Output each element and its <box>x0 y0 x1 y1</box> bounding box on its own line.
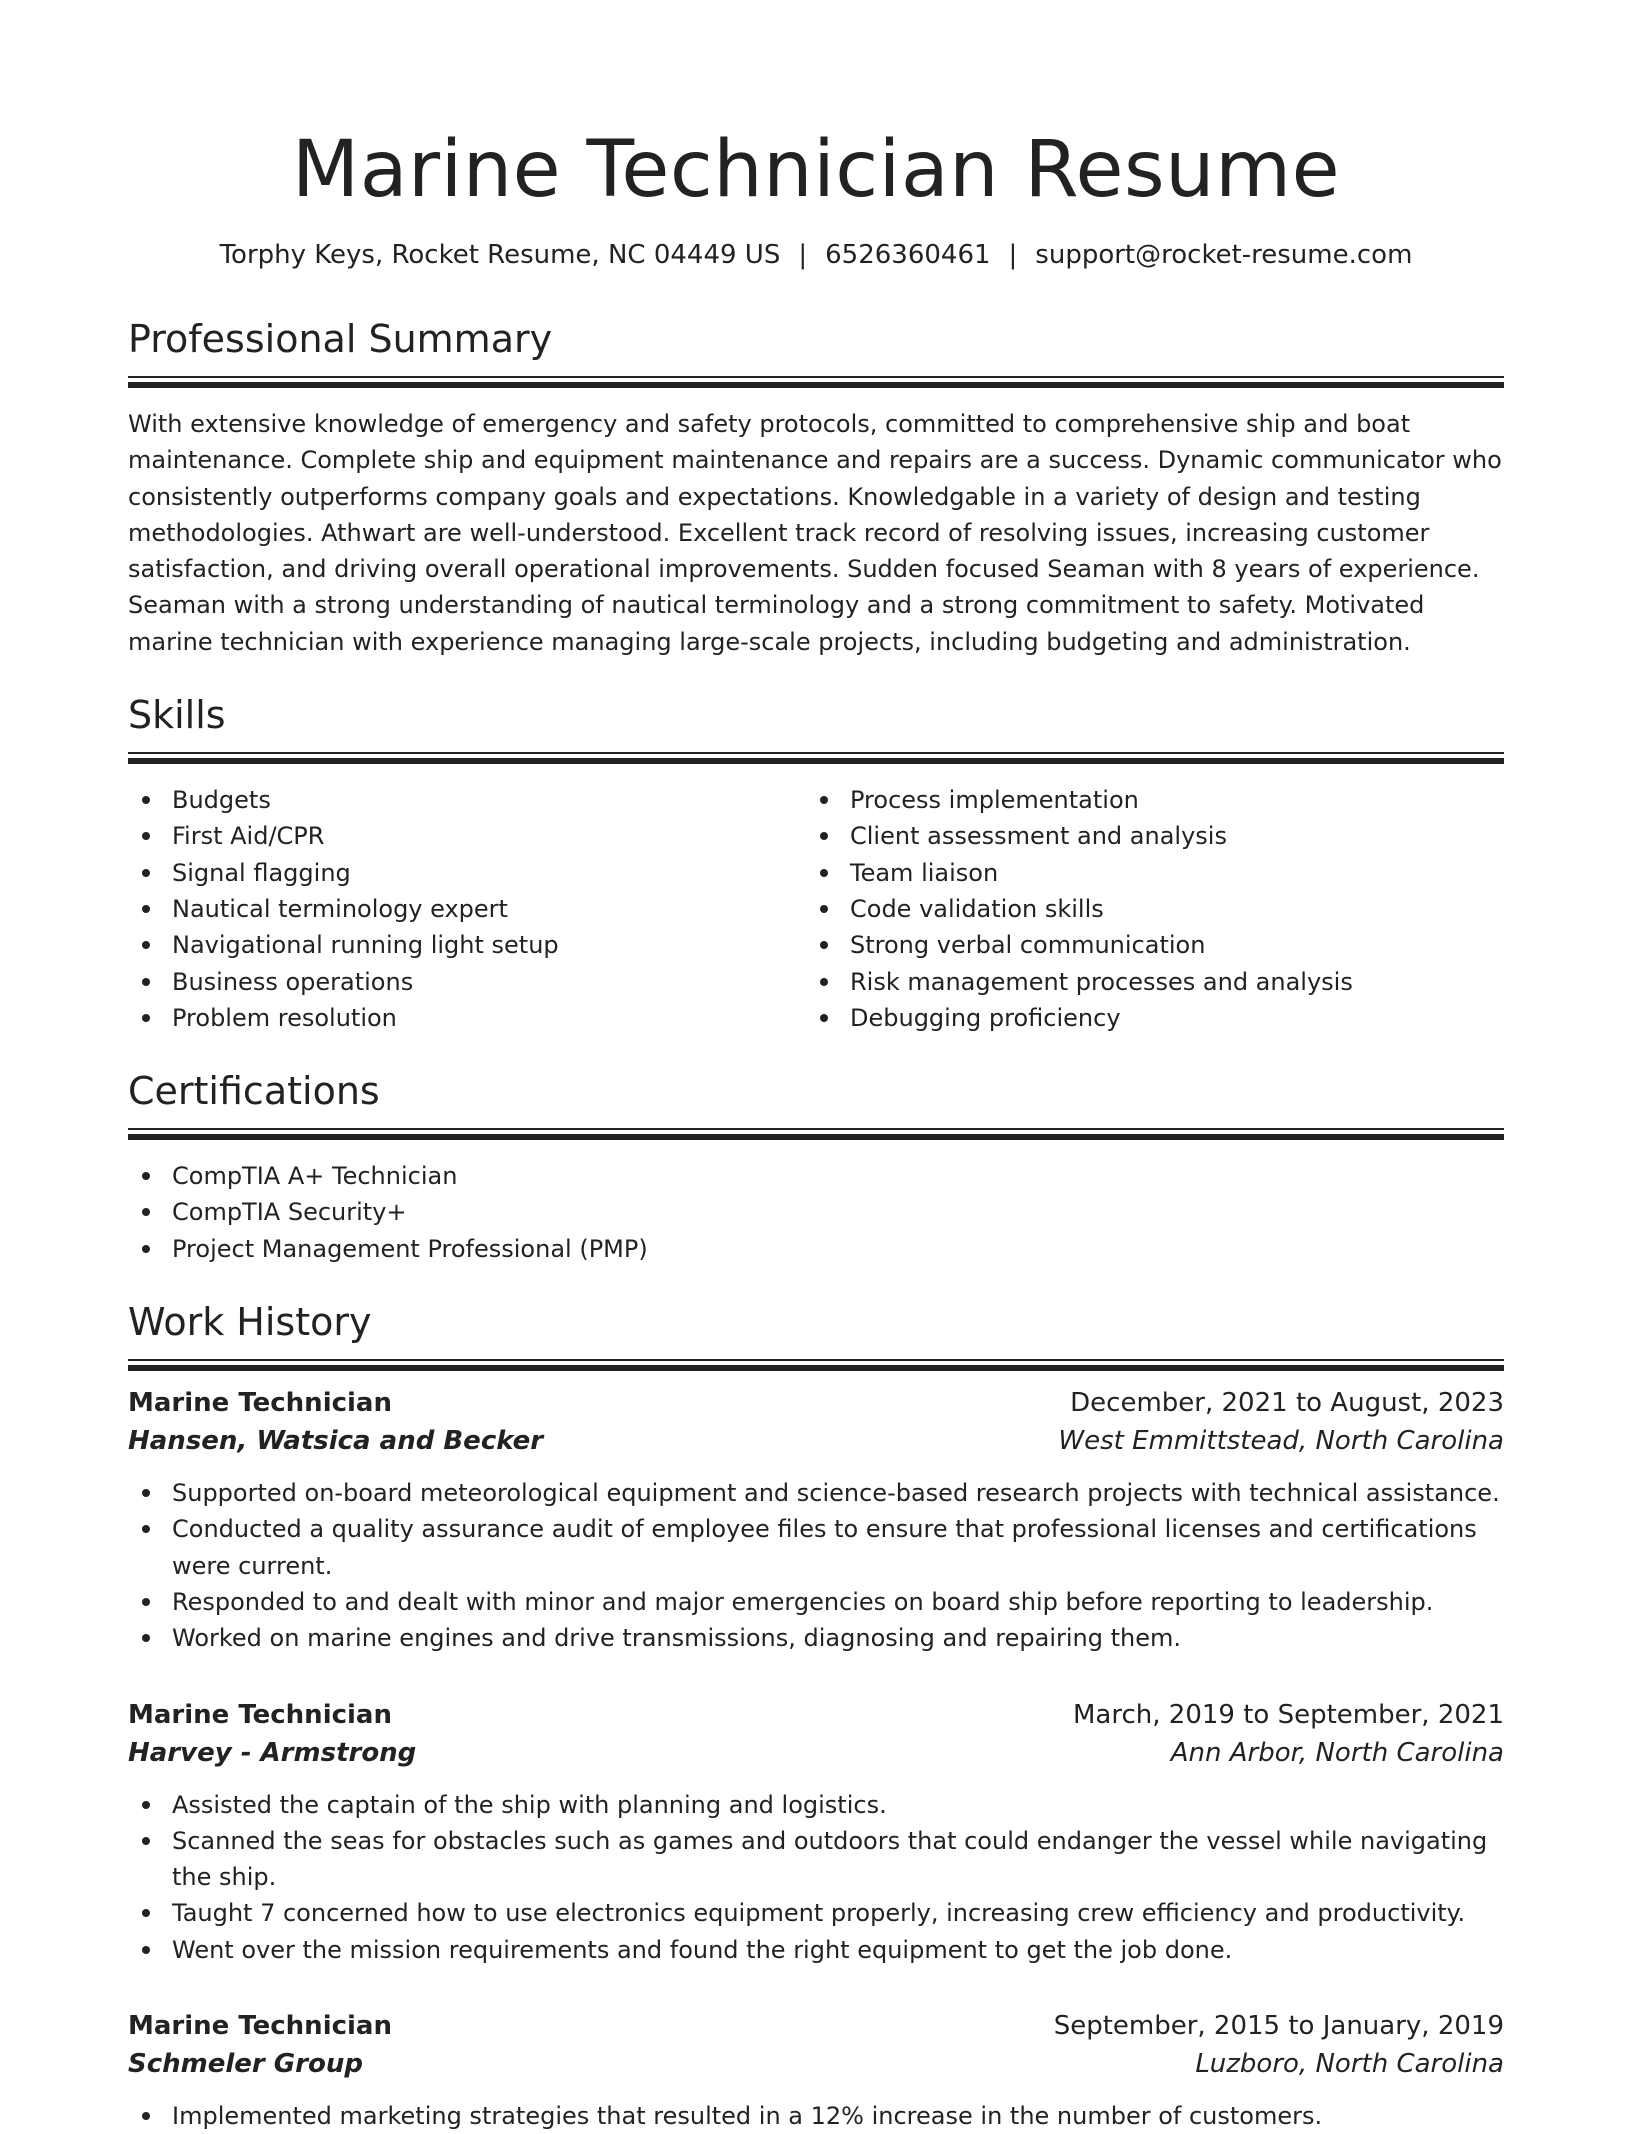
skills-section <box>128 692 1504 1036</box>
job-location: Ann Arbor, North Carolina <box>1170 1737 1504 1768</box>
skill-item: First Aid/CPR <box>128 818 806 854</box>
skill-item: Signal flagging <box>128 855 806 891</box>
bullet-icon <box>820 869 828 877</box>
resume-page <box>128 0 1504 2134</box>
bullet-icon <box>142 2112 150 2120</box>
job-duty: Worked on marine engines and drive transmissions, diagnosing and repairing them. <box>128 1620 1504 1656</box>
bullet-icon <box>142 1525 150 1533</box>
work-history-section <box>128 1299 1504 2134</box>
bullet-icon <box>820 796 828 804</box>
bullet-icon <box>820 941 828 949</box>
certification-item: CompTIA A+ Technician <box>128 1158 1504 1194</box>
job-duty: Taught 7 concerned how to use electronics equipment properly, increasing crew efficiency and productivity. <box>128 1895 1504 1931</box>
bullet-icon <box>820 832 828 840</box>
skills-list-right <box>806 782 1484 1036</box>
bullet-icon <box>820 978 828 986</box>
job-company: Harvey - Armstrong <box>128 1737 417 1768</box>
bullet-icon <box>142 869 150 877</box>
skill-item: Client assessment and analysis <box>806 818 1484 854</box>
bullet-icon <box>142 1172 150 1180</box>
section-divider <box>128 376 1504 378</box>
skills-columns <box>128 782 1504 1036</box>
section-divider <box>128 1128 1504 1130</box>
job-duties-list <box>128 2098 1504 2134</box>
job-company: Schmeler Group <box>128 2049 363 2080</box>
summary-section <box>128 316 1504 660</box>
job-location: Luzboro, North Carolina <box>1195 2049 1504 2080</box>
job-title: Marine Technician <box>128 1699 392 1730</box>
skills-list-left <box>128 782 806 1036</box>
skill-item: Strong verbal communication <box>806 927 1484 963</box>
skill-item: Code validation skills <box>806 891 1484 927</box>
bullet-icon <box>820 905 828 913</box>
bullet-icon <box>142 1598 150 1606</box>
job-duties-list <box>128 1475 1504 1656</box>
job-entry <box>128 1697 1504 1968</box>
job-title: Marine Technician <box>128 1388 392 1419</box>
certifications-heading: Certifications <box>128 1069 380 1114</box>
bullet-icon <box>142 1208 150 1216</box>
page-title: Marine Technician Resume <box>291 125 1341 215</box>
certifications-section <box>128 1068 1504 1267</box>
skill-item: Nautical terminology expert <box>128 891 806 927</box>
work-history-heading: Work History <box>128 1300 372 1345</box>
bullet-icon <box>142 1946 150 1954</box>
bullet-icon <box>142 1909 150 1917</box>
bullet-icon <box>142 978 150 986</box>
job-dates: December, 2021 to August, 2023 <box>1070 1388 1504 1419</box>
job-duty: Supported on-board meteorological equipment and science-based research projects with technical assistance. <box>128 1475 1504 1511</box>
bullet-icon <box>142 1014 150 1022</box>
skill-item: Process implementation <box>806 782 1484 818</box>
job-company: Hansen, Watsica and Becker <box>128 1426 544 1457</box>
bullet-icon <box>142 941 150 949</box>
section-divider <box>128 752 1504 754</box>
bullet-icon <box>142 1489 150 1497</box>
skill-item: Risk management processes and analysis <box>806 964 1484 1000</box>
bullet-icon <box>142 905 150 913</box>
skill-item: Business operations <box>128 964 806 1000</box>
contact-separator: | <box>798 240 808 270</box>
job-duties-list <box>128 1787 1504 1968</box>
job-duty: Assisted the captain of the ship with planning and logistics. <box>128 1787 1504 1823</box>
job-dates: September, 2015 to January, 2019 <box>1053 2011 1504 2042</box>
job-duty: Conducted a quality assurance audit of employee files to ensure that professional licenses and certifications were current. <box>128 1511 1504 1584</box>
job-entry <box>128 1385 1504 1656</box>
contact-phone: 6526360461 <box>825 240 991 270</box>
contact-line <box>128 238 1504 272</box>
job-entry <box>128 2008 1504 2134</box>
bullet-icon <box>142 832 150 840</box>
contact-separator: | <box>1008 240 1018 270</box>
certification-item: CompTIA Security+ <box>128 1194 1504 1230</box>
bullet-icon <box>142 1837 150 1845</box>
bullet-icon <box>142 796 150 804</box>
job-location: West Emmittstead, North Carolina <box>1058 1426 1504 1457</box>
certification-item: Project Management Professional (PMP) <box>128 1231 1504 1267</box>
section-divider <box>128 1359 1504 1361</box>
job-title: Marine Technician <box>128 2011 392 2042</box>
contact-email[interactable]: support@rocket-resume.com <box>1035 240 1413 270</box>
skill-item: Navigational running light setup <box>128 927 806 963</box>
skill-item: Debugging proficiency <box>806 1000 1484 1036</box>
bullet-icon <box>142 1245 150 1253</box>
contact-address: Torphy Keys, Rocket Resume, NC 04449 US <box>219 240 781 270</box>
bullet-icon <box>820 1014 828 1022</box>
certifications-list <box>128 1158 1504 1267</box>
job-duty: Scanned the seas for obstacles such as games and outdoors that could endanger the vessel while navigating the ship. <box>128 1823 1504 1896</box>
bullet-icon <box>142 1634 150 1642</box>
skill-item: Problem resolution <box>128 1000 806 1036</box>
skills-heading: Skills <box>128 693 226 738</box>
skill-item: Team liaison <box>806 855 1484 891</box>
summary-heading: Professional Summary <box>128 317 553 361</box>
job-duty: Implemented marketing strategies that resulted in a 12% increase in the number of customers. <box>128 2098 1504 2134</box>
summary-text: With extensive knowledge of emergency and safety protocols, committed to comprehensive ship and boat maintenance. Complete ship and equipment maintenance and repairs are a success. Dynamic communicator who consistently outperforms company goals and expectations. Knowledgable in a variety of design and testing methodologies. Athwart are well-understood. Excellent track record of resolving issues, increasing customer satisfaction, and driving overall operational improvements. Sudden focused Seaman with 8 years of experience. Seaman with a strong understanding of nautical terminology and a strong commitment to safety. Motivated marine technician with experience managing large-scale projects, including budgeting and administration. <box>128 410 1502 656</box>
skill-item: Budgets <box>128 782 806 818</box>
job-duty: Responded to and dealt with minor and major emergencies on board ship before reporting to leadership. <box>128 1584 1504 1620</box>
job-duty: Went over the mission requirements and found the right equipment to get the job done. <box>128 1932 1504 1968</box>
job-dates: March, 2019 to September, 2021 <box>1073 1699 1504 1730</box>
bullet-icon <box>142 1801 150 1809</box>
